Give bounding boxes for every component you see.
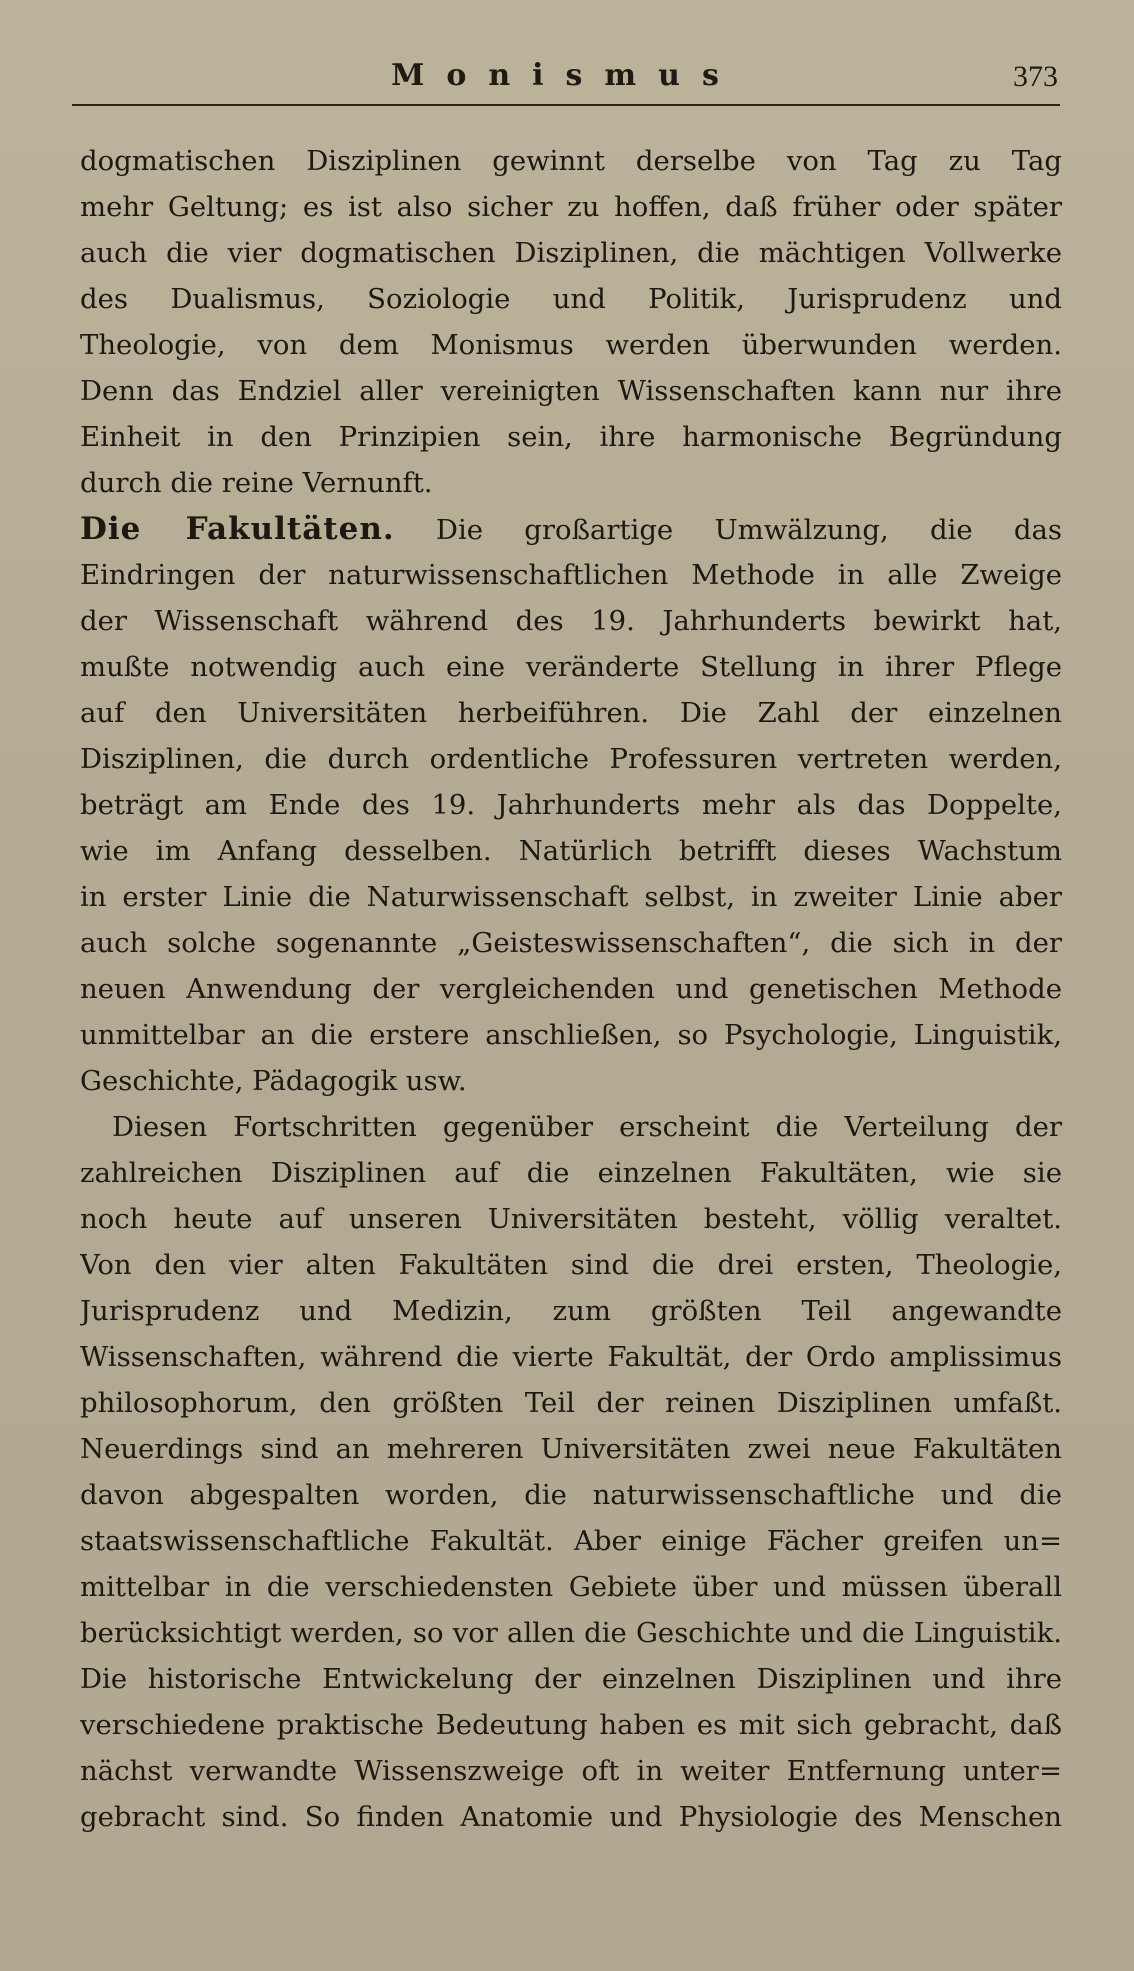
text-line: auf den Universitäten herbeiführen. Die Zahl der einzelnen bbox=[80, 697, 1062, 729]
text-line: zahlreichen Disziplinen auf die einzelnen Fakultäten, wie sie bbox=[80, 1157, 1062, 1189]
text-line: mittelbar in die verschiedensten Gebiete über und müssen überall bbox=[80, 1571, 1062, 1603]
text-line: Jurisprudenz und Medizin, zum größten Teil angewandte bbox=[80, 1295, 1062, 1327]
text-line: berücksichtigt werden, so vor allen die Geschichte und die Linguistik. bbox=[80, 1617, 1062, 1649]
paragraph-3 bbox=[80, 1104, 1062, 1840]
text-line: Die historische Entwickelung der einzelnen Disziplinen und ihre bbox=[80, 1663, 1062, 1695]
heading-line-rest: Die großartige Umwälzung, die das bbox=[435, 514, 1062, 546]
heading-line bbox=[80, 506, 1062, 552]
text-line: noch heute auf unseren Universitäten besteht, völlig veraltet. bbox=[80, 1203, 1062, 1235]
text-line: nächst verwandte Wissenszweige oft in weiter Entfernung unter= bbox=[80, 1755, 1062, 1787]
text-line: des Dualismus, Soziologie und Politik, Jurisprudenz und bbox=[80, 283, 1062, 315]
text-line: Diesen Fortschritten gegenüber erscheint die Verteilung der bbox=[112, 1111, 1062, 1143]
text-line: staatswissenschaftliche Fakultät. Aber einige Fächer greifen un= bbox=[80, 1525, 1062, 1557]
text-line: Denn das Endziel aller vereinigten Wissenschaften kann nur ihre bbox=[80, 375, 1062, 407]
text-line: philosophorum, den größten Teil der reinen Disziplinen umfaßt. bbox=[80, 1387, 1062, 1419]
text-line: beträgt am Ende des 19. Jahrhunderts mehr als das Doppelte, bbox=[80, 789, 1062, 821]
paragraph-1 bbox=[80, 138, 1062, 506]
text-line: davon abgespalten worden, die naturwissenschaftliche und die bbox=[80, 1479, 1062, 1511]
text-line: durch die reine Vernunft. bbox=[80, 467, 433, 499]
running-title: Monismus bbox=[391, 58, 741, 93]
paragraph-2 bbox=[80, 506, 1062, 1104]
page-number: 373 bbox=[1013, 60, 1058, 93]
text-line: auch solche sogenannte „Geisteswissenschaften“, die sich in der bbox=[80, 927, 1062, 959]
text-line: Von den vier alten Fakultäten sind die drei ersten, Theologie, bbox=[80, 1249, 1062, 1281]
text-line: mehr Geltung; es ist also sicher zu hoffen, daß früher oder später bbox=[80, 191, 1062, 223]
text-line: Disziplinen, die durch ordentliche Professuren vertreten werden, bbox=[80, 743, 1062, 775]
text-line: verschiedene praktische Bedeutung haben es mit sich gebracht, daß bbox=[80, 1709, 1062, 1741]
text-line: mußte notwendig auch eine veränderte Stellung in ihrer Pflege bbox=[80, 651, 1062, 683]
text-line: auch die vier dogmatischen Disziplinen, die mächtigen Vollwerke bbox=[80, 237, 1062, 269]
text-line: Geschichte, Pädagogik usw. bbox=[80, 1065, 467, 1097]
text-line: in erster Linie die Naturwissenschaft selbst, in zweiter Linie aber bbox=[80, 881, 1062, 913]
text-line: Eindringen der naturwissenschaftlichen Methode in alle Zweige bbox=[80, 559, 1062, 591]
text-line: dogmatischen Disziplinen gewinnt derselbe von Tag zu Tag bbox=[80, 145, 1062, 177]
body-text bbox=[80, 138, 1062, 1840]
text-line: Neuerdings sind an mehreren Universitäten zwei neue Fakultäten bbox=[80, 1433, 1062, 1465]
text-line: unmittelbar an die erstere anschließen, so Psychologie, Linguistik, bbox=[80, 1019, 1062, 1051]
text-line: Einheit in den Prinzipien sein, ihre harmonische Begründung bbox=[80, 421, 1062, 453]
text-line: Theologie, von dem Monismus werden überwunden werden. bbox=[80, 329, 1062, 361]
text-line: der Wissenschaft während des 19. Jahrhunderts bewirkt hat, bbox=[80, 605, 1062, 637]
text-line: gebracht sind. So finden Anatomie und Physiologie des Menschen bbox=[80, 1801, 1062, 1833]
text-line: Wissenschaften, während die vierte Fakultät, der Ordo amplissimus bbox=[80, 1341, 1062, 1373]
section-heading: Die Fakultäten. bbox=[80, 511, 395, 547]
text-line: wie im Anfang desselben. Natürlich betrifft dieses Wachstum bbox=[80, 835, 1062, 867]
text-line: neuen Anwendung der vergleichenden und genetischen Methode bbox=[80, 973, 1062, 1005]
page-header bbox=[72, 52, 1060, 106]
